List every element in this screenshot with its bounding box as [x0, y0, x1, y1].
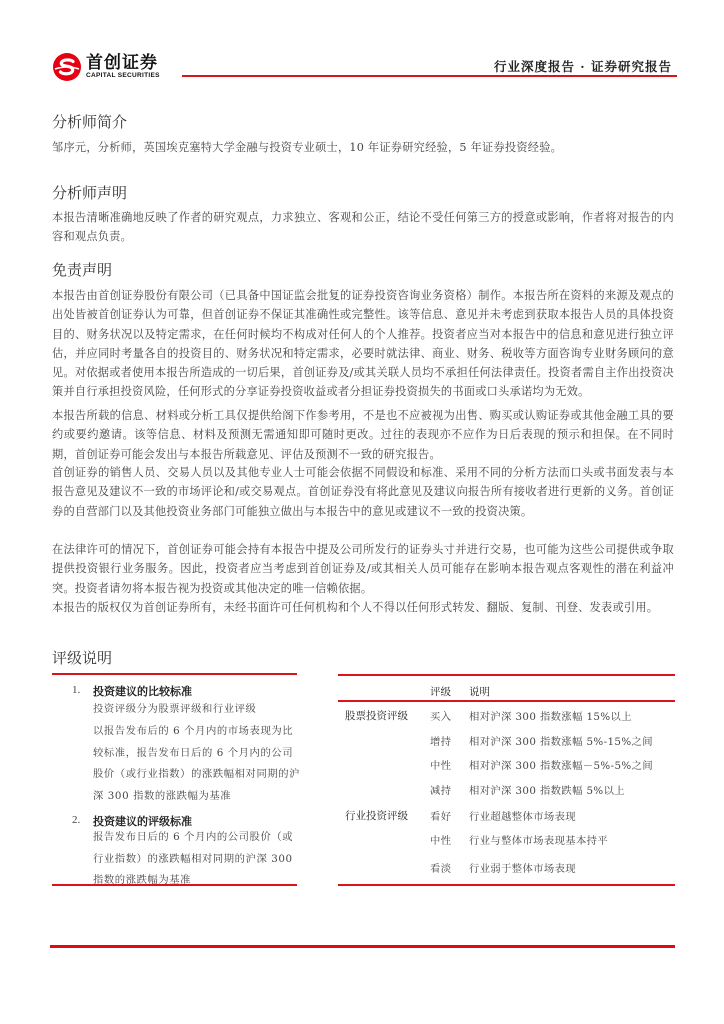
rating-value: 买入 [430, 711, 452, 723]
rating-value: 减持 [430, 785, 452, 797]
company-logo [52, 52, 160, 82]
rating-value: 中性 [430, 760, 452, 772]
comparison-standard-title: 投资建议的比较标准 [93, 685, 192, 698]
rating-description: 相对沪深 300 指数涨幅 15%以上 [469, 711, 632, 723]
rating-description: 行业超越整体市场表现 [469, 811, 576, 823]
list-number: 2. [72, 814, 81, 826]
footer-divider [50, 945, 675, 948]
rating-heading: 评级说明 [52, 649, 113, 667]
analyst-intro-text: 邹序元，分析师，英国埃克塞特大学金融与投资专业硕士，10 年证券研究经验，5 年证券投资经验。 [52, 141, 563, 154]
page-header [0, 0, 724, 90]
rating-description: 相对沪深 300 指数涨幅 5%-15%之间 [469, 736, 653, 748]
rating-description: 相对沪深 300 指数涨幅－5%-5%之间 [469, 760, 654, 772]
rating-standard-detail: 报告发布日后的 6 个月内的公司股价（或行业指数）的涨跌幅相对同期的沪深 300 指数的涨跌幅为基准 [93, 831, 294, 886]
list-number: 1. [72, 684, 81, 696]
rating-standard-title: 投资建议的评级标准 [93, 815, 192, 828]
disclaimer-paragraph: 本报告由首创证券股份有限公司（已具备中国证监会批复的证券投资咨询业务资格）制作。本报告所在资料的来源及观点的出处皆被首创证券认为可靠，但首创证券不保证其准确性或完整性。该等信息、意见并未考虑到获取本报告人员的具体投资目的、财务状况以及特定需求，在任何时候均不构成对任何人的个人推荐。投资者应当对本报告中的信息和意见进行独立评估，并应同时考量各自的投资目的、财务状况和特定需求，必要时就法律、商业、财务、税收等方面咨询专业财务顾问的意见。对依据或者使用本报告所造成的一切后果，首创证券及/或其关联人员均不承担任何法律责任。投资者需自主作出投资决策并自行承担投资风险，任何形式的分享证券投资收益或者分担证券投资损失的书面或口头承诺均为无效。 [52, 289, 674, 399]
disclaimer-paragraph: 首创证券的销售人员、交易人员以及其他专业人士可能会依据不同假设和标准、采用不同的分析方法而口头或书面发表与本报告意见及建议不一致的市场评论和/或交易观点。首创证券没有将此意见及建议向报告所有接收者进行更新的义务。首创证券的自营部门以及其他投资业务部门可能独立做出与本报告中的意见或建议不一致的投资决策。 [52, 466, 674, 518]
comparison-standard-detail: 以报告发布后的 6 个月内的市场表现为比较标准，报告发布日后的 6 个月内的公司股价（或行业指数）的涨跌幅相对同期的沪深 300 指数的涨跌幅为基准 [93, 725, 301, 802]
stock-rating-category: 股票投资评级 [345, 710, 408, 722]
disclaimer-paragraph: 本报告所载的信息、材料或分析工具仅提供给阁下作参考用，不是也不应被视为出售、购买或认购证券或其他金融工具的要约或要约邀请。该等信息、材料及预测无需通知即可随时更改。过往的表现亦不应作为日后表现的预示和担保。在不同时期，首创证券可能会发出与本报告所载意见、评估及预测不一致的研究报告。 [52, 409, 674, 461]
industry-rating-category: 行业投资评级 [345, 810, 408, 822]
table-bottom-rule [338, 884, 675, 886]
rating-list-top-rule [52, 673, 297, 675]
table-header-rating: 评级 [430, 686, 451, 698]
report-type-label: 行业深度报告 · 证券研究报告 [493, 59, 672, 74]
comparison-standard-intro: 投资评级分为股票评级和行业评级 [93, 703, 257, 715]
rating-value: 增持 [430, 736, 452, 748]
disclaimer-heading: 免责声明 [52, 261, 113, 279]
rating-value: 中性 [430, 835, 452, 847]
logo-chinese-name: 首创证券 [86, 53, 158, 73]
disclaimer-paragraph: 在法律许可的情况下，首创证券可能会持有本报告中提及公司所发行的证券头寸并进行交易，也可能为这些公司提供或争取提供投资银行业务服务。因此，投资者应当考虑到首创证券及/或其相关人员可能存在影响本报告观点客观性的潜在利益冲突。投资者请勿将本报告视为投资或其他决定的唯一信赖依据。 [52, 543, 674, 595]
analyst-statement-text: 本报告清晰准确地反映了作者的研究观点，力求独立、客观和公正，结论不受任何第三方的授意或影响，作者将对报告的内容和观点负责。 [52, 211, 674, 244]
rating-description: 行业弱于整体市场表现 [469, 863, 576, 875]
rating-description: 行业与整体市场表现基本持平 [469, 835, 609, 847]
disclaimer-paragraph: 本报告的版权仅为首创证券所有，未经书面许可任何机构和个人不得以任何形式转发、翻版、复制、刊登、发表或引用。 [52, 601, 659, 614]
analyst-intro-heading: 分析师简介 [52, 113, 128, 131]
analyst-statement-heading: 分析师声明 [52, 184, 128, 202]
table-header-description: 说明 [469, 686, 490, 698]
rating-description: 相对沪深 300 指数跌幅 5%以上 [469, 785, 625, 797]
rating-value: 看好 [430, 811, 452, 823]
rating-value: 看淡 [430, 863, 452, 875]
table-header-rule [338, 700, 675, 702]
table-top-rule [338, 674, 675, 676]
capital-securities-logo-icon [52, 52, 82, 82]
logo-english-name: CAPITAL SECURITIES [86, 72, 160, 79]
header-divider [182, 75, 677, 77]
